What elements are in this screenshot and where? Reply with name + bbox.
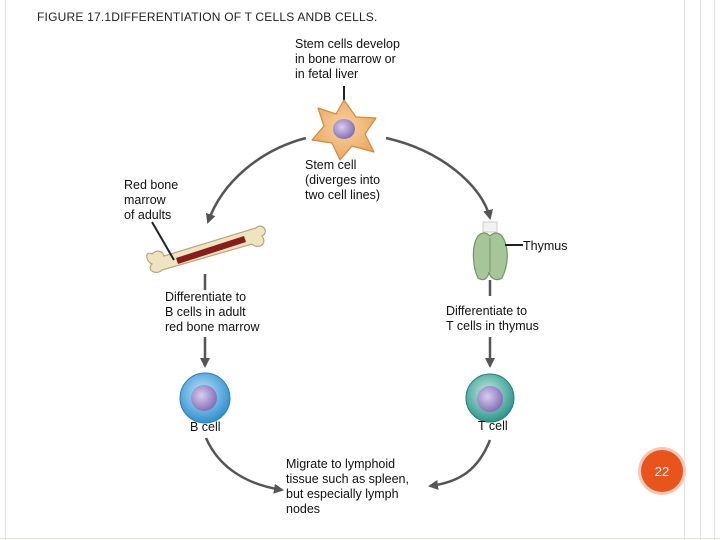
thymus-graphic <box>473 222 523 280</box>
arrow-to-thymus <box>386 138 490 218</box>
arrow-to-bone <box>208 138 306 222</box>
page-number-badge: 22 <box>641 450 683 492</box>
stem-cell-label: Stem cell (diverges into two cell lines) <box>305 158 381 202</box>
b-cell-graphic <box>180 373 230 423</box>
thymus-label: Thymus <box>523 239 568 253</box>
slide-title: FIGURE 17.1DIFFERENTIATION OF T CELLS ANDB CELLS. <box>37 10 378 24</box>
b-cell-label: B cell <box>190 420 221 434</box>
t-cell-label: T cell <box>478 419 508 433</box>
b-differentiate-label: Differentiate to B cells in adult red bone marrow <box>165 290 260 334</box>
migrate-label: Migrate to lymphoid tissue such as spleen, but especially lymph nodes <box>286 457 409 516</box>
t-cell-graphic <box>466 374 514 422</box>
t-differentiate-label: Differentiate to T cells in thymus <box>446 304 539 333</box>
bone-graphic <box>147 222 266 272</box>
stem-cell-graphic <box>312 100 376 160</box>
red-bone-marrow-label: Red bone marrow of adults <box>124 178 179 222</box>
arrow-bcell-to-nodes <box>206 438 282 490</box>
arrow-tcell-to-nodes <box>430 440 490 486</box>
stem-origin-label: Stem cells develop in bone marrow or in fetal liver <box>295 37 400 81</box>
